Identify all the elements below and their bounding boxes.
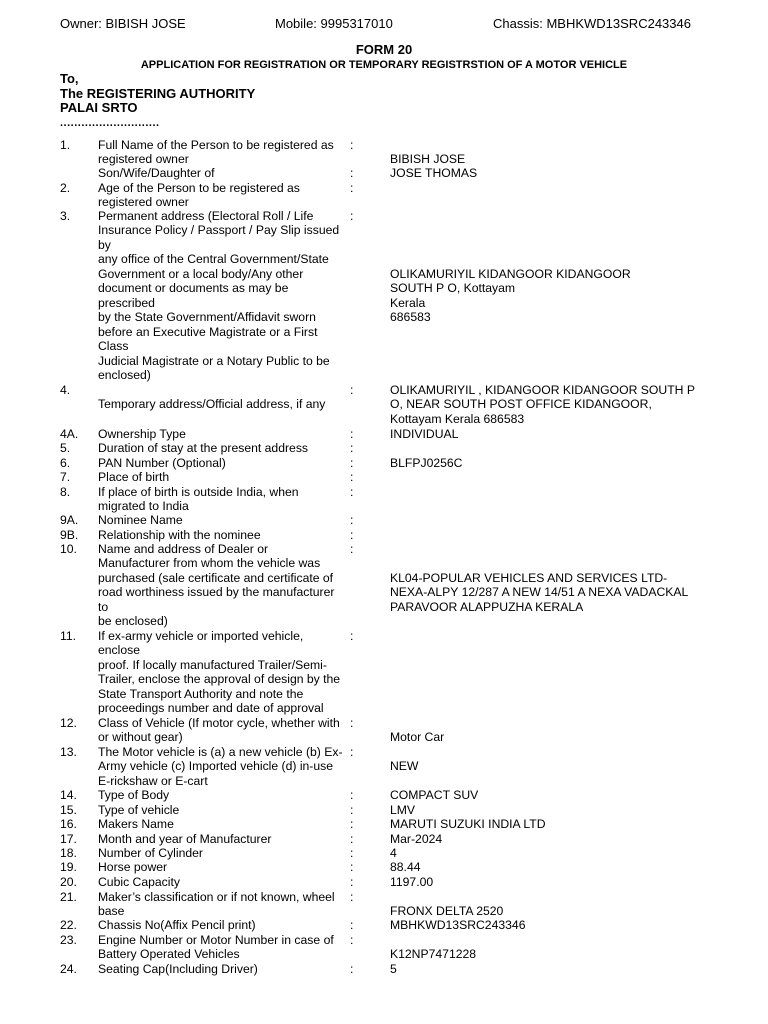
field-separator: : (350, 209, 354, 223)
field-label-line: PAN Number (Optional) (98, 456, 226, 470)
field-separator: : (350, 456, 354, 470)
field-separator: : (350, 962, 354, 976)
field-label-line: Army vehicle (c) Imported vehicle (d) in-use (98, 759, 334, 774)
field-label (98, 456, 350, 470)
addressee-dots: ............................ (60, 117, 160, 129)
field-label-line: proof. If locally manufactured Trailer/Semi- (98, 657, 327, 672)
field-value-line: 4 (390, 846, 397, 860)
field-separator: : (350, 890, 354, 904)
field-label-line: Manufacturer from whom the vehicle was (98, 556, 321, 571)
field-value (390, 166, 720, 180)
field-value-line: INDIVIDUAL (390, 427, 459, 441)
field-label (98, 890, 350, 919)
field-value (390, 209, 720, 325)
field-label-line: Temporary address/Official address, if any (98, 397, 326, 412)
field-value (390, 817, 720, 831)
field-separator: : (350, 860, 354, 874)
field-label-line: enclosed) (98, 367, 151, 382)
field-number: 6. (60, 456, 71, 470)
field-value (390, 860, 720, 874)
field-value-line: O, NEAR SOUTH POST OFFICE KIDANGOOR, (390, 397, 652, 412)
field-label (98, 441, 350, 455)
field-number: 8. (60, 485, 71, 499)
field-separator: : (350, 138, 354, 152)
addressee-to: To, (60, 71, 79, 86)
field-label-line: Maker’s classification or if not known, wheel (98, 890, 335, 904)
field-separator: : (350, 513, 354, 527)
field-value (390, 745, 720, 774)
field-label (98, 788, 350, 802)
field-number: 3. (60, 209, 71, 223)
field-value-line: Motor Car (390, 730, 445, 745)
field-label-line: Place of birth (98, 470, 170, 484)
field-value (390, 456, 720, 470)
field-value (390, 803, 720, 817)
field-label (98, 860, 350, 874)
field-label-line: State Transport Authority and note the (98, 686, 304, 701)
field-label (98, 485, 350, 514)
field-value (390, 542, 720, 614)
field-value (390, 890, 720, 919)
field-value-line (390, 890, 720, 904)
field-label (98, 716, 350, 745)
field-label (98, 629, 350, 716)
field-value-line: COMPACT SUV (390, 788, 479, 802)
field-label-line: by the State Government/Affidavit sworn (98, 310, 316, 325)
owner-header: Owner: BIBISH JOSE (60, 16, 186, 31)
field-value-line: 5 (390, 962, 397, 976)
field-value (390, 846, 720, 860)
field-label (98, 846, 350, 860)
field-number: 13. (60, 745, 77, 759)
field-label-line: If place of birth is outside India, when (98, 485, 299, 499)
field-value-line: K12NP7471228 (390, 947, 477, 962)
field-value-line (390, 542, 720, 556)
field-label-line: registered owner (98, 195, 189, 210)
field-separator: : (350, 875, 354, 889)
field-separator: : (350, 470, 354, 484)
field-value-line (390, 209, 720, 223)
field-number: 2. (60, 181, 71, 195)
field-value-line: NEW (390, 759, 419, 774)
field-number: 16. (60, 817, 77, 831)
field-label-line: Insurance Policy / Passport / Pay Slip issued (98, 223, 340, 238)
field-label-line: Relationship with the nominee (98, 528, 261, 542)
field-value-line: SOUTH P O, Kottayam (390, 281, 516, 296)
field-label (98, 803, 350, 817)
field-label-line: Full Name of the Person to be registered as (98, 138, 334, 152)
field-label (98, 166, 350, 180)
field-number: 18. (60, 846, 77, 860)
field-value (390, 383, 720, 426)
field-number: 4A. (60, 427, 79, 441)
field-label-line: Month and year of Manufacturer (98, 832, 272, 846)
field-label (98, 542, 350, 629)
field-separator: : (350, 745, 354, 759)
field-value-line (390, 716, 720, 730)
field-value-line: 686583 (390, 310, 431, 325)
field-label (98, 832, 350, 846)
field-number: 19. (60, 860, 77, 874)
field-separator: : (350, 803, 354, 817)
field-label (98, 745, 350, 788)
field-label-line: Battery Operated Vehicles (98, 947, 240, 962)
field-label (98, 138, 350, 167)
field-separator: : (350, 832, 354, 846)
field-value-line: LMV (390, 803, 416, 817)
field-value (390, 788, 720, 802)
field-value-line: Mar-2024 (390, 832, 443, 846)
field-value-line: NEXA-ALPY 12/287 A NEW 14/51 A NEXA VADACKAL (390, 585, 689, 600)
addressee-block (60, 72, 255, 116)
field-value (390, 138, 720, 167)
field-number: 15. (60, 803, 77, 817)
field-value-line: FRONX DELTA 2520 (390, 904, 504, 919)
field-value-line: Kerala (390, 295, 426, 310)
chassis-header: Chassis: MBHKWD13SRC243346 (493, 16, 691, 31)
field-number: 23. (60, 933, 77, 947)
addressee-office: PALAI SRTO (60, 100, 138, 115)
field-label-line: road worthiness issued by the manufacturer (98, 585, 335, 600)
field-value-line: OLIKAMURIYIL , KIDANGOOR KIDANGOOR SOUTH P (390, 383, 695, 397)
field-separator: : (350, 918, 354, 932)
field-value-line: OLIKAMURIYIL KIDANGOOR KIDANGOOR (390, 266, 631, 281)
field-label-line: Type of Body (98, 788, 170, 802)
field-separator: : (350, 427, 354, 441)
field-separator: : (350, 933, 354, 947)
field-value (390, 832, 720, 846)
field-value-line: 88.44 (390, 860, 421, 874)
field-value-line: JOSE THOMAS (390, 166, 478, 180)
field-label-line: Class (98, 339, 129, 354)
field-label-line: Government or a local body/Any other (98, 266, 304, 281)
field-label-line: Son/Wife/Daughter of (98, 166, 215, 180)
field-label-line: or without gear) (98, 730, 183, 745)
field-label-line: purchased (sale certificate and certificate of (98, 570, 334, 585)
field-value-line (390, 933, 720, 947)
mobile-header: Mobile: 9995317010 (275, 16, 393, 31)
field-value-line: Kottayam Kerala 686583 (390, 411, 525, 426)
field-label-line: Type of vehicle (98, 803, 180, 817)
field-label-line: proceedings number and date of approval (98, 701, 324, 716)
field-separator: : (350, 542, 354, 556)
field-label (98, 817, 350, 831)
field-separator: : (350, 528, 354, 542)
field-value (390, 933, 720, 962)
field-number: 10. (60, 542, 77, 556)
field-label-line: enclose (98, 643, 141, 658)
field-label (98, 933, 350, 962)
field-value-line: MARUTI SUZUKI INDIA LTD (390, 817, 546, 831)
field-value-line (390, 238, 720, 252)
field-number: 5. (60, 441, 71, 455)
field-number: 17. (60, 832, 77, 846)
field-label (98, 528, 350, 542)
field-label-line: Cubic Capacity (98, 875, 180, 889)
field-label-line: Duration of stay at the present address (98, 441, 309, 455)
field-separator: : (350, 441, 354, 455)
field-label-line: Ownership Type (98, 427, 186, 441)
field-value-line: MBHKWD13SRC243346 (390, 918, 526, 932)
addressee-authority: The REGISTERING AUTHORITY (60, 85, 256, 101)
field-label-line: prescribed (98, 295, 155, 310)
field-value-line (390, 138, 720, 152)
field-value (390, 918, 720, 932)
field-label-line: Age of the Person to be registered as (98, 181, 300, 195)
field-label-line: Judicial Magistrate or a Notary Public to be (98, 353, 330, 368)
field-number: 14. (60, 788, 77, 802)
field-value-line (390, 223, 720, 237)
field-label-line: Number of Cylinder (98, 846, 203, 860)
field-number: 12. (60, 716, 77, 730)
field-value-line (390, 252, 720, 266)
field-label-line: E-rickshaw or E-cart (98, 773, 208, 788)
field-label (98, 181, 350, 210)
field-value-line: 1197.00 (390, 875, 434, 889)
field-value (390, 427, 720, 441)
field-label-line: Class of Vehicle (If motor cycle, whether with (98, 716, 340, 730)
field-separator: : (350, 181, 354, 195)
field-value (390, 875, 720, 889)
field-value (390, 716, 720, 745)
field-label-line: to (98, 599, 109, 614)
field-label-line: Trailer, enclose the approval of design by the (98, 672, 341, 687)
field-number: 21. (60, 890, 77, 904)
field-label (98, 383, 350, 412)
field-label-line: any office of the Central Government/State (98, 252, 329, 267)
field-number: 11. (60, 629, 77, 643)
field-label (98, 962, 350, 976)
field-label-line: by (98, 237, 111, 252)
field-label (98, 427, 350, 441)
field-label-line: Engine Number or Motor Number in case of (98, 933, 334, 947)
field-separator: : (350, 383, 354, 397)
field-value-line: BLFPJ0256C (390, 456, 463, 470)
field-value-line: KL04-POPULAR VEHICLES AND SERVICES LTD- (390, 570, 668, 585)
field-separator: : (350, 817, 354, 831)
field-value-line (390, 745, 720, 759)
field-number: 22. (60, 918, 77, 932)
field-label (98, 470, 350, 484)
field-label-line: document or documents as may be (98, 281, 289, 296)
field-label-line: If ex-army vehicle or imported vehicle, (98, 629, 304, 643)
field-label-line: before an Executive Magistrate or a First (98, 324, 318, 339)
field-number: 1. (60, 138, 71, 152)
field-label-line: The Motor vehicle is (a) a new vehicle (b) Ex- (98, 745, 343, 759)
field-value (390, 962, 720, 976)
field-separator: : (350, 629, 354, 643)
field-number: 24. (60, 962, 77, 976)
field-label-line: registered owner (98, 152, 189, 167)
field-label (98, 875, 350, 889)
field-label-line: migrated to India (98, 499, 189, 514)
field-number: 9A. (60, 513, 79, 527)
field-number: 4. (60, 383, 71, 397)
field-label-line: base (98, 904, 125, 919)
field-label-line: Seating Cap(Including Driver) (98, 962, 258, 976)
field-separator: : (350, 716, 354, 730)
field-label-line: Chassis No(Affix Pencil print) (98, 918, 256, 932)
field-number: 7. (60, 470, 71, 484)
field-separator: : (350, 846, 354, 860)
field-value-line: PARAVOOR ALAPPUZHA KERALA (390, 599, 584, 614)
field-value-line: BIBISH JOSE (390, 152, 466, 167)
field-label (98, 918, 350, 932)
field-separator: : (350, 788, 354, 802)
field-label (98, 209, 350, 382)
field-separator: : (350, 485, 354, 499)
field-label (98, 513, 350, 527)
field-separator: : (350, 166, 354, 180)
field-label-line (98, 383, 350, 397)
field-label-line: Permanent address (Electoral Roll / Life (98, 209, 314, 223)
field-label-line: be enclosed) (98, 614, 168, 629)
field-label-line: Name and address of Dealer or (98, 542, 269, 556)
form-subtitle: APPLICATION FOR REGISTRATION OR TEMPORARY REGISTRSTION OF A MOTOR VEHICLE (140, 59, 628, 71)
form-title: FORM 20 (355, 42, 413, 57)
field-label-line: Nominee Name (98, 513, 183, 527)
field-number: 20. (60, 875, 77, 889)
field-value-line (390, 556, 720, 570)
field-label-line: Horse power (98, 860, 168, 874)
field-number: 9B. (60, 528, 79, 542)
field-label-line: Makers Name (98, 817, 174, 831)
